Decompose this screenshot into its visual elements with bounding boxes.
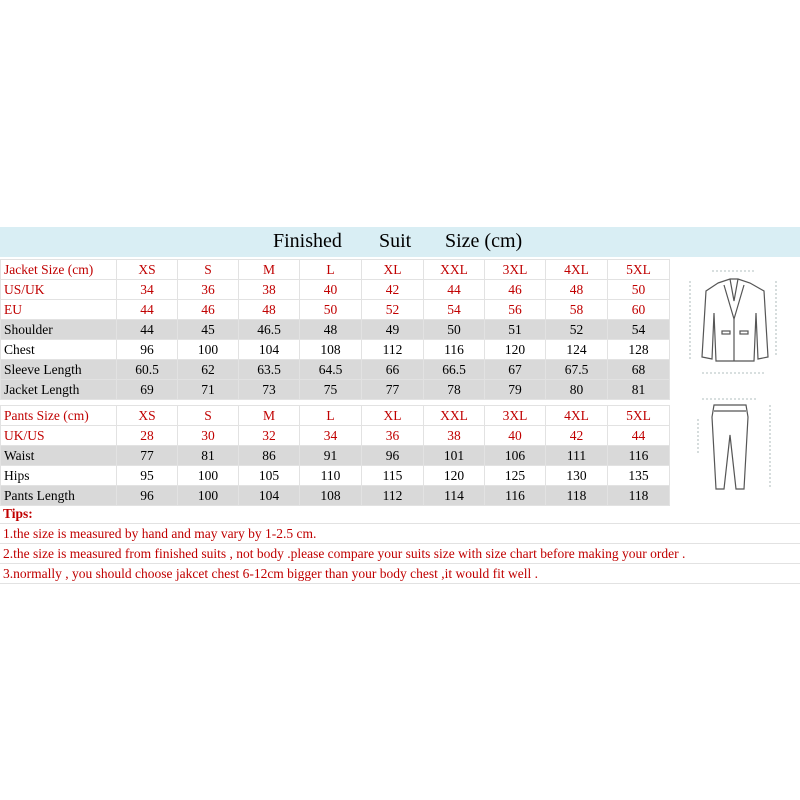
table-cell: 100 [178,486,239,506]
table-cell: 52 [546,320,608,340]
table-cell: 81 [608,380,670,400]
table-cell: 3XL [485,260,546,280]
table-cell: 38 [239,280,300,300]
tips-title: Tips: [0,504,800,524]
table-cell: 28 [117,426,178,446]
suit-jacket-diagram-icon [672,261,796,395]
table-cell: 100 [178,466,239,486]
table-cell: 30 [178,426,239,446]
table-cell: 46 [178,300,239,320]
table-cell: 60.5 [117,360,178,380]
table-cell: 100 [178,340,239,360]
table-cell: 108 [300,340,362,360]
table-row [1,466,670,486]
table-cell: 71 [178,380,239,400]
table-cell: 118 [608,486,670,506]
table-cell: 38 [424,426,485,446]
row-label: Pants Size (cm) [1,406,117,426]
table-cell: 44 [117,300,178,320]
table-cell: 34 [300,426,362,446]
table-cell: 135 [608,466,670,486]
table-cell: 64.5 [300,360,362,380]
pants-size-table [0,405,670,506]
table-cell: 68 [608,360,670,380]
table-cell: 4XL [546,406,608,426]
title-word-finished: Finished [273,230,342,252]
table-cell: 96 [117,486,178,506]
table-cell: 44 [117,320,178,340]
table-cell: 66 [362,360,424,380]
table-cell: S [178,260,239,280]
table-cell: 124 [546,340,608,360]
table-cell: 62 [178,360,239,380]
table-row [1,280,670,300]
table-cell: 48 [300,320,362,340]
table-cell: XL [362,406,424,426]
table-cell: 96 [362,446,424,466]
row-label: Shoulder [1,320,117,340]
table-cell: 44 [608,426,670,446]
table-cell: 78 [424,380,485,400]
table-cell: 49 [362,320,424,340]
table-cell: 104 [239,340,300,360]
table-cell: XS [117,260,178,280]
table-cell: 48 [239,300,300,320]
table-cell: 130 [546,466,608,486]
size-chart [0,227,800,581]
table-cell: L [300,406,362,426]
tip-3: 3.normally , you should choose jakcet chest 6-12cm bigger than your body chest ,it would fit well . [0,564,800,584]
table-cell: XXL [424,260,485,280]
table-cell: 40 [300,280,362,300]
table-cell: 95 [117,466,178,486]
table-cell: 44 [424,280,485,300]
table-cell: 120 [424,466,485,486]
pants-diagram [672,395,796,505]
table-row [1,380,670,400]
table-row [1,486,670,506]
table-cell: 34 [117,280,178,300]
table-cell: 4XL [546,260,608,280]
row-label: Sleeve Length [1,360,117,380]
table-cell: 91 [300,446,362,466]
table-cell: 115 [362,466,424,486]
table-cell: 66.5 [424,360,485,380]
table-cell: 75 [300,380,362,400]
table-cell: 96 [117,340,178,360]
tip-2: 2.the size is measured from finished suits , not body .please compare your suits size with size chart before making your order . [0,544,800,564]
table-cell: 51 [485,320,546,340]
table-cell: 54 [608,320,670,340]
table-cell: 81 [178,446,239,466]
table-cell: 67 [485,360,546,380]
table-cell: 106 [485,446,546,466]
table-cell: 108 [300,486,362,506]
table-cell: 45 [178,320,239,340]
table-cell: XS [117,406,178,426]
table-cell: 104 [239,486,300,506]
tips-section [0,504,800,584]
table-cell: 58 [546,300,608,320]
table-cell: 42 [362,280,424,300]
row-label: Hips [1,466,117,486]
table-cell: 112 [362,486,424,506]
pants-header-row [1,406,670,426]
table-cell: 69 [117,380,178,400]
table-cell: 120 [485,340,546,360]
table-cell: S [178,406,239,426]
table-cell: 50 [608,280,670,300]
table-cell: 52 [362,300,424,320]
table-cell: 5XL [608,260,670,280]
title-word-suit: Suit [379,230,412,252]
table-cell: 105 [239,466,300,486]
table-cell: 80 [546,380,608,400]
table-cell: 36 [178,280,239,300]
tip-1: 1.the size is measured by hand and may vary by 1-2.5 cm. [0,524,800,544]
chart-title-bar [0,227,800,257]
table-cell: 46.5 [239,320,300,340]
table-cell: XL [362,260,424,280]
table-cell: 63.5 [239,360,300,380]
row-label: Jacket Length [1,380,117,400]
trousers-diagram-icon [672,395,796,505]
table-cell: 42 [546,426,608,446]
jacket-diagram [672,261,796,395]
table-cell: 40 [485,426,546,446]
table-cell: 36 [362,426,424,446]
table-cell: 118 [546,486,608,506]
table-cell: 60 [608,300,670,320]
table-cell: XXL [424,406,485,426]
table-cell: 101 [424,446,485,466]
table-cell: 54 [424,300,485,320]
table-cell: 50 [424,320,485,340]
table-cell: 125 [485,466,546,486]
table-cell: 32 [239,426,300,446]
row-label: UK/US [1,426,117,446]
table-row [1,300,670,320]
table-row [1,446,670,466]
table-cell: 79 [485,380,546,400]
table-cell: M [239,406,300,426]
row-label: Chest [1,340,117,360]
table-row [1,426,670,446]
table-row [1,360,670,380]
table-cell: 67.5 [546,360,608,380]
table-cell: 86 [239,446,300,466]
table-row [1,340,670,360]
table-cell: 116 [608,446,670,466]
table-row [1,320,670,340]
row-label: US/UK [1,280,117,300]
table-cell: 48 [546,280,608,300]
table-cell: 3XL [485,406,546,426]
table-cell: 112 [362,340,424,360]
row-label: Pants Length [1,486,117,506]
table-cell: 111 [546,446,608,466]
table-cell: 73 [239,380,300,400]
table-cell: 77 [362,380,424,400]
table-cell: 50 [300,300,362,320]
table-cell: 110 [300,466,362,486]
table-cell: L [300,260,362,280]
table-cell: 5XL [608,406,670,426]
table-cell: 116 [424,340,485,360]
table-cell: 114 [424,486,485,506]
jacket-size-table [0,259,670,400]
jacket-header-row [1,260,670,280]
title-word-size: Size (cm) [445,230,523,252]
row-label: EU [1,300,117,320]
row-label: Jacket Size (cm) [1,260,117,280]
table-cell: 46 [485,280,546,300]
table-cell: 77 [117,446,178,466]
table-cell: 56 [485,300,546,320]
table-cell: 116 [485,486,546,506]
row-label: Waist [1,446,117,466]
table-cell: 128 [608,340,670,360]
table-cell: M [239,260,300,280]
